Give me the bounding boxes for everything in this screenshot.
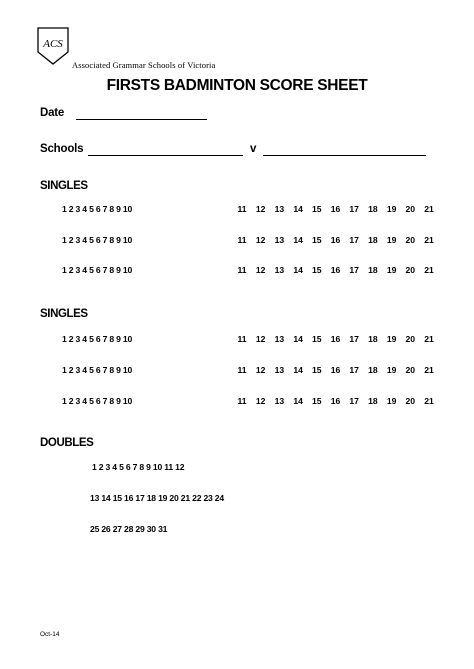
score-number: 20 [405, 265, 416, 275]
score-number: 11 [237, 396, 247, 406]
score-number: 17 [349, 204, 359, 214]
score-number: 14 [293, 204, 303, 214]
score-number: 15 [312, 396, 322, 406]
score-number: 21 [424, 204, 434, 214]
score-number: 17 [349, 334, 359, 344]
score-number: 19 [386, 204, 397, 214]
score-number: 18 [368, 396, 378, 406]
score-number: 14 [293, 365, 303, 375]
score-number: 14 [293, 396, 303, 406]
score-number: 18 [368, 334, 378, 344]
footer-date-code: Oct-14 [40, 631, 60, 638]
organisation-name: Associated Grammar Schools of Victoria [72, 60, 216, 70]
score-number: 13 [274, 334, 285, 344]
score-number: 17 [349, 365, 359, 375]
versus-label: v [250, 143, 257, 155]
singles-1-game-3-points: 1 2 3 4 5 6 7 8 9 10 [62, 265, 133, 275]
score-number: 19 [386, 265, 397, 275]
singles-1-game-1-points: 1 2 3 4 5 6 7 8 9 10 [62, 204, 133, 214]
score-number: 17 [349, 235, 359, 245]
score-number: 14 [293, 265, 303, 275]
score-number: 20 [405, 334, 416, 344]
singles-heading-2: SINGLES [40, 308, 88, 320]
score-number: 16 [330, 365, 341, 375]
singles-2-game-3-points: 1 2 3 4 5 6 7 8 9 10 [62, 396, 133, 406]
score-number: 14 [293, 334, 303, 344]
score-number: 16 [330, 235, 341, 245]
score-number: 14 [293, 235, 303, 245]
score-number: 21 [424, 396, 434, 406]
score-number: 16 [330, 204, 341, 214]
score-number: 15 [312, 334, 322, 344]
score-number: 21 [424, 265, 434, 275]
score-number: 12 [255, 396, 266, 406]
score-number: 21 [424, 334, 434, 344]
score-number: 15 [312, 265, 322, 275]
score-number: 18 [368, 235, 378, 245]
doubles-points-row-2: 13 14 15 16 17 18 19 20 21 22 23 24 [90, 493, 224, 503]
doubles-points-row-3: 25 26 27 28 29 30 31 [90, 524, 168, 534]
score-number: 13 [274, 204, 285, 214]
score-number: 15 [312, 235, 322, 245]
score-number: 13 [274, 365, 285, 375]
score-number: 21 [424, 235, 434, 245]
singles-2-game-2-points: 1 2 3 4 5 6 7 8 9 10 [62, 365, 133, 375]
score-number: 18 [368, 365, 378, 375]
score-number: 12 [255, 365, 266, 375]
score-number: 16 [330, 265, 341, 275]
score-number: 15 [312, 365, 322, 375]
score-number: 13 [274, 235, 285, 245]
acs-logo-icon [36, 26, 70, 66]
score-number: 19 [386, 396, 397, 406]
score-number: 15 [312, 204, 322, 214]
score-number: 11 [237, 204, 247, 214]
score-number: 20 [405, 396, 416, 406]
date-field[interactable] [76, 119, 207, 120]
singles-1-game-2-points: 1 2 3 4 5 6 7 8 9 10 [62, 235, 133, 245]
score-number: 17 [349, 265, 359, 275]
score-number: 17 [349, 396, 359, 406]
score-number: 20 [405, 235, 416, 245]
score-number: 11 [237, 365, 247, 375]
score-number: 16 [330, 334, 341, 344]
score-number: 13 [274, 265, 285, 275]
logo-lettering: ACS [43, 38, 63, 50]
score-number: 21 [424, 365, 434, 375]
doubles-points-row-1: 1 2 3 4 5 6 7 8 9 10 11 12 [92, 462, 185, 472]
score-number: 18 [368, 204, 378, 214]
score-number: 18 [368, 265, 378, 275]
school-home-field[interactable] [88, 155, 243, 156]
score-number: 12 [255, 334, 266, 344]
score-number: 11 [237, 235, 247, 245]
score-number: 13 [274, 396, 285, 406]
schools-label: Schools [40, 143, 84, 155]
score-number: 16 [330, 396, 341, 406]
score-number: 19 [386, 365, 397, 375]
score-number: 20 [405, 365, 416, 375]
date-label: Date [40, 107, 65, 119]
score-number: 12 [255, 235, 266, 245]
singles-2-game-1-points: 1 2 3 4 5 6 7 8 9 10 [62, 334, 133, 344]
score-number: 19 [386, 334, 397, 344]
score-number: 11 [237, 265, 247, 275]
score-number: 12 [255, 204, 266, 214]
score-number: 19 [386, 235, 397, 245]
page-title: FIRSTS BADMINTON SCORE SHEET [106, 77, 368, 94]
singles-heading-1: SINGLES [40, 180, 88, 192]
score-number: 20 [405, 204, 416, 214]
score-number: 12 [255, 265, 266, 275]
doubles-heading: DOUBLES [40, 437, 94, 449]
school-away-field[interactable] [263, 155, 426, 156]
score-number: 11 [237, 334, 247, 344]
